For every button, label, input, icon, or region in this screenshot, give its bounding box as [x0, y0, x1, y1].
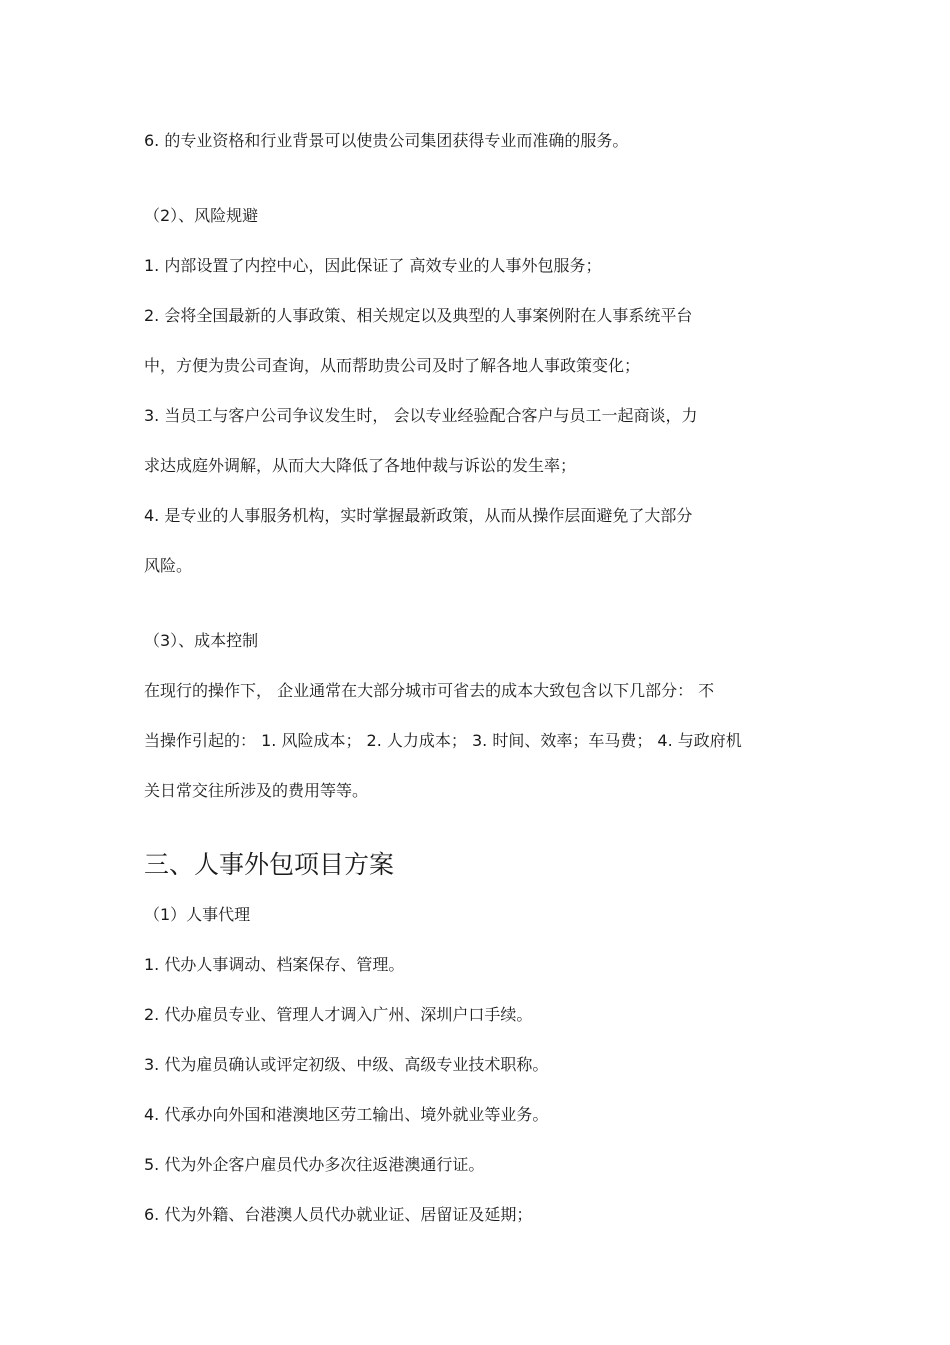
- list-item: 4. 代承办向外国和港澳地区劳工输出、境外就业等业务。: [144, 1105, 549, 1124]
- paragraph-line: 当操作引起的： 1. 风险成本； 2. 人力成本； 3. 时间、效率；车马费； 4. 与政府机: [144, 731, 742, 750]
- paragraph-line: 1. 内部设置了内控中心，因此保证了 高效专业的人事外包服务；: [144, 256, 602, 275]
- list-item: 2. 代办雇员专业、管理人才调入广州、深圳户口手续。: [144, 1005, 533, 1024]
- paragraph-line: 关日常交往所涉及的费用等等。: [144, 781, 369, 800]
- section-heading: 三、人事外包项目方案: [144, 850, 395, 879]
- list-item: 3. 代为雇员确认或评定初级、中级、高级专业技术职称。: [144, 1055, 549, 1074]
- paragraph-line: 在现行的操作下， 企业通常在大部分城市可省去的成本大致包含以下几部分： 不: [144, 681, 715, 700]
- paragraph-line: 3. 当员工与客户公司争议发生时， 会以专业经验配合客户与员工一起商谈，力: [144, 406, 698, 425]
- list-item: 5. 代为外企客户雇员代办多次往返港澳通行证。: [144, 1155, 485, 1174]
- list-item: 6. 代为外籍、台港澳人员代办就业证、居留证及延期；: [144, 1205, 533, 1224]
- paragraph-line: 6. 的专业资格和行业背景可以使贵公司集团获得专业而准确的服务。: [144, 131, 629, 150]
- paragraph-line: 中，方便为贵公司查询，从而帮助贵公司及时了解各地人事政策变化；: [144, 356, 641, 375]
- paragraph-line: 4. 是专业的人事服务机构，实时掌握最新政策，从而从操作层面避免了大部分: [144, 506, 693, 525]
- subsection-title: （3）、成本控制: [144, 631, 259, 650]
- paragraph-line: 求达成庭外调解，从而大大降低了各地仲裁与诉讼的发生率；: [144, 456, 577, 475]
- paragraph-line: 2. 会将全国最新的人事政策、相关规定以及典型的人事案例附在人事系统平台: [144, 306, 693, 325]
- subsection-title: （2）、风险规避: [144, 206, 259, 225]
- list-item: 1. 代办人事调动、档案保存、管理。: [144, 955, 405, 974]
- subsection-title: （1）人事代理: [144, 905, 251, 924]
- paragraph-line: 风险。: [144, 556, 193, 575]
